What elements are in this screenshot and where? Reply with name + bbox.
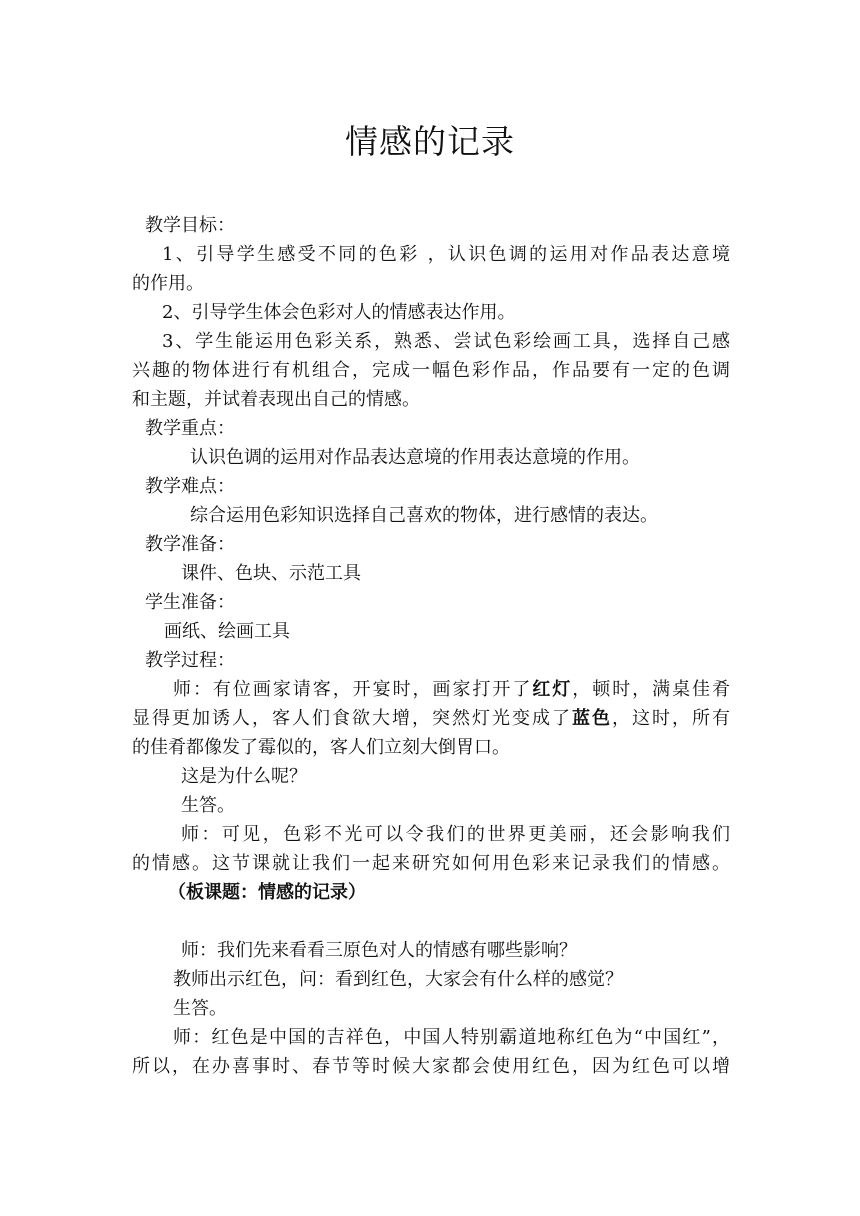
process-paragraph-5-line-1: 师：红色是中国的吉祥色，中国人特别霸道地称红色为“中国红”， <box>173 1027 730 1048</box>
process-paragraph-2-line-2: 的情感。这节课就让我们一起来研究如何用色彩来记录我们的情感。 <box>132 853 730 874</box>
student-prep-heading: 学生准备： <box>145 592 235 613</box>
process-text: 师：有位画家请客，开宴时，画家打开了 <box>173 679 533 700</box>
student-answer-1: 生答。 <box>181 795 235 816</box>
objective-2: 2、引导学生体会色彩对人的情感表达作用。 <box>162 302 516 323</box>
document-title: 情感的记录 <box>345 122 515 161</box>
objective-1-line-1: 1、引导学生感受不同的色彩 ，认识色调的运用对作品表达意境 <box>162 244 730 265</box>
process-paragraph-1-line-2 <box>132 704 730 733</box>
process-heading: 教学过程： <box>145 650 235 671</box>
question-line: 这是为什么呢？ <box>181 766 307 787</box>
objective-3-line-2: 兴趣的物体进行有机组合，完成一幅色彩作品，作品要有一定的色调 <box>132 360 730 381</box>
objective-1-line-2: 的作用。 <box>132 273 204 294</box>
process-text: 显得更加诱人，客人们食欲大增，突然灯光变成了 <box>132 708 572 729</box>
process-paragraph-4: 教师出示红色，问：看到红色，大家会有什么样的感觉？ <box>173 969 623 990</box>
objective-3-line-3: 和主题，并试着表现出自己的情感。 <box>132 389 420 410</box>
teacher-prep-heading: 教学准备： <box>145 534 235 555</box>
process-paragraph-5-line-2: 所以，在办喜事时、春节等时候大家都会使用红色，因为红色可以增 <box>132 1056 730 1077</box>
process-text: ，顿时，满桌佳肴 <box>572 679 730 700</box>
difficulty-heading: 教学难点： <box>145 476 235 497</box>
key-point-heading: 教学重点： <box>145 418 235 439</box>
objective-3-line-1: 3、学生能运用色彩关系，熟悉、尝试色彩绘画工具，选择自己感 <box>162 331 730 352</box>
board-title-note: （板课题：情感的记录） <box>168 882 366 903</box>
objectives-heading: 教学目标： <box>145 215 235 236</box>
student-prep-text: 画纸、绘画工具 <box>164 621 290 642</box>
difficulty-text: 综合运用色彩知识选择自己喜欢的物体，进行感情的表达。 <box>190 505 658 526</box>
highlight-blue: 蓝色 <box>572 708 612 729</box>
process-paragraph-1-line-1 <box>173 675 730 704</box>
process-paragraph-1-line-3: 的佳肴都像发了霉似的，客人们立刻大倒胃口。 <box>132 737 510 758</box>
process-paragraph-3: 师：我们先来看看三原色对人的情感有哪些影响？ <box>181 940 577 961</box>
teacher-prep-text: 课件、色块、示范工具 <box>181 563 361 584</box>
key-point-text: 认识色调的运用对作品表达意境的作用表达意境的作用。 <box>190 447 640 468</box>
process-paragraph-2-line-1: 师：可见，色彩不光可以令我们的世界更美丽，还会影响我们 <box>181 824 730 845</box>
student-answer-2: 生答。 <box>173 998 227 1019</box>
highlight-red-light: 红灯 <box>532 679 573 700</box>
process-text: ，这时，所有 <box>612 708 730 729</box>
